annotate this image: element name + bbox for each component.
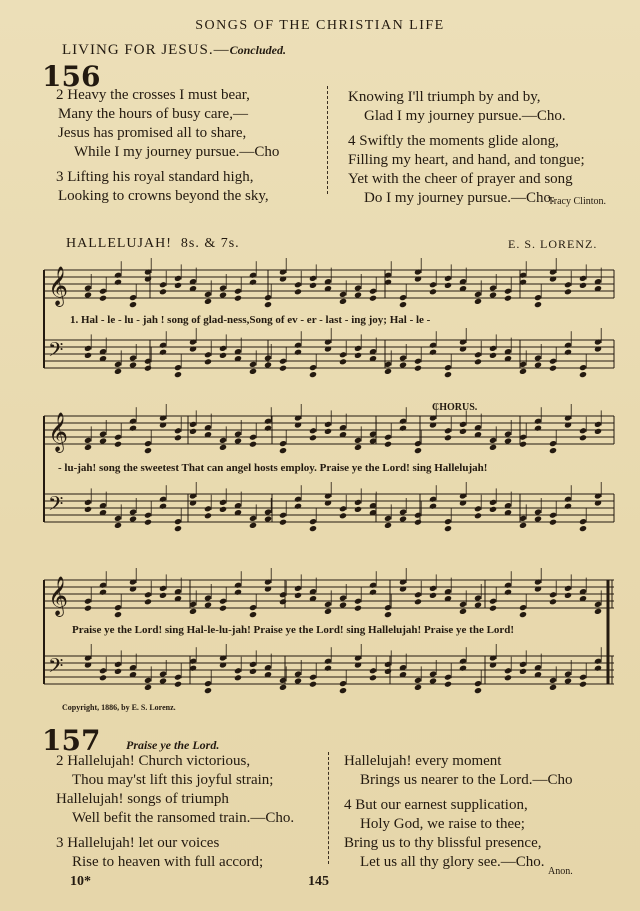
note-head [159,349,167,356]
lyric-line-3: Praise ye the Lord! sing Hal-le-lu-jah! Praise ye the Lord! sing Hallelujah! Praise ye the Lord! [72,624,515,636]
note-head [399,585,407,592]
note-head [489,661,497,668]
page-number: 145 [308,874,329,889]
note-head [144,598,152,605]
note-head [429,421,437,428]
note-head [264,301,272,308]
hymn-157-verse-right [344,752,572,872]
note-head [189,499,197,506]
note-head [84,605,92,612]
note-head [489,352,497,359]
note-head [504,437,512,444]
note-head [114,668,122,675]
verse-line: Let us all thy glory see.—Cho. [360,854,545,870]
note-head [519,522,527,529]
verse-line: 2 Heavy the crosses I must bear, [56,87,250,103]
tune-title: HALLELUJAH! 8s. & 7s. [66,236,240,251]
note-head [339,601,347,608]
note-head [99,437,107,444]
note-head [519,611,527,618]
note-head [474,601,482,608]
note-head [594,499,602,506]
note-head [249,279,257,286]
note-head [249,522,257,529]
note-head [129,361,137,368]
note-head [549,275,557,282]
verse-line: 3 Lifting his royal standard high, [56,169,254,185]
column-divider [328,752,329,864]
clef-symbol: 𝄢 [48,492,64,520]
note-head [279,275,287,282]
note-head [354,605,362,612]
note-head [459,499,467,506]
note-head [174,371,182,378]
note-head [264,361,272,368]
verse-line: Knowing I'll triumph by and by, [348,89,541,105]
note-head [444,282,452,289]
note-head [129,301,137,308]
note-head [189,608,197,615]
note-head [339,687,347,694]
note-head [414,519,422,526]
verse-line: Hallelujah! songs of triumph [56,791,229,807]
clef-symbol: 𝄢 [48,338,64,366]
note-head [159,592,167,599]
verse-line: Bring us to thy blissful presence, [344,835,542,851]
note-head [414,447,422,454]
note-head [249,441,257,448]
note-head [219,506,227,513]
note-head [579,525,587,532]
note-head [294,592,302,599]
note-head [249,611,257,618]
note-head [564,421,572,428]
verse-line: Do I my journey pursue.—Cho. [364,190,555,206]
note-head [129,585,137,592]
note-head [264,425,272,432]
note-head [384,668,392,675]
verse-line: Looking to crowns beyond the sky, [58,188,269,204]
note-head [414,684,422,691]
note-head [264,515,272,522]
note-head [234,589,242,596]
note-head [219,661,227,668]
clef-symbol: 𝄢 [48,654,64,682]
note-head [459,608,467,615]
verse-line: 4 Swiftly the moments glide along, [348,133,559,149]
note-head [144,684,152,691]
verse-line: Hallelujah! every moment [344,753,502,769]
note-head [474,298,482,305]
note-head [384,441,392,448]
note-head [234,295,242,302]
note-head [564,592,572,599]
note-head [174,525,182,532]
note-head [579,371,587,378]
note-head [534,515,542,522]
note-head [204,601,212,608]
lyric-line-1: 1. Hal - le - lu - jah ! song of glad-ness,Song of ev - er - last - ing joy; Hal - le - [70,314,431,326]
note-head [474,512,482,519]
note-head [294,421,302,428]
note-head [549,598,557,605]
note-head [399,361,407,368]
note-head [84,352,92,359]
clef-symbol: 𝄞 [48,266,69,306]
verse-line: Rise to heaven with full accord; [72,854,264,870]
verse-line: Jesus has promised all to share, [58,125,247,141]
note-head [144,447,152,454]
note-head [594,428,602,435]
hymn-157-number: 157 [42,724,101,757]
verse-line: 2 Hallelujah! Church victorious, [56,753,251,769]
note-head [279,598,287,605]
note-head [144,519,152,526]
note-head [204,298,212,305]
note-head [309,434,317,441]
note-head [84,291,92,298]
note-head [369,589,377,596]
note-head [414,365,422,372]
note-head [309,525,317,532]
note-head [339,358,347,365]
note-head [489,444,497,451]
note-head [384,522,392,529]
note-head [294,503,302,510]
note-head [279,365,287,372]
note-head [474,687,482,694]
note-head [309,371,317,378]
note-head [114,368,122,375]
note-head [174,434,182,441]
note-head [249,368,257,375]
verse-line: Filling my heart, and hand, and tongue; [348,152,585,168]
note-head [354,661,362,668]
copyright-notice: Copyright, 1886, by E. S. Lorenz. [62,703,176,712]
note-head [564,677,572,684]
note-head [159,503,167,510]
note-head [384,611,392,618]
note-head [489,291,497,298]
verse-line: Yet with the cheer of prayer and song [348,171,573,187]
note-head [534,301,542,308]
note-head [324,665,332,672]
note-head [444,371,452,378]
note-head [114,279,122,286]
hymn-157-author: Anon. [548,866,573,877]
note-head [459,345,467,352]
note-head [519,368,527,375]
note-head [324,608,332,615]
note-head [279,519,287,526]
tune-composer: E. S. LORENZ. [508,237,598,251]
note-head [549,447,557,454]
note-head [369,295,377,302]
note-head [99,674,107,681]
note-head [504,589,512,596]
verse-line: While I my journey pursue.—Cho [74,144,280,160]
note-head [579,434,587,441]
note-head [219,605,227,612]
note-head [534,585,542,592]
note-head [459,428,467,435]
note-head [189,345,197,352]
note-head [534,425,542,432]
note-head [579,282,587,289]
note-head [444,525,452,532]
note-head [504,295,512,302]
note-head [549,684,557,691]
verse-line: 3 Hallelujah! let our voices [56,835,220,851]
note-head [339,298,347,305]
note-head [399,301,407,308]
running-header: SONGS OF THE CHRISTIAN LIFE [195,18,445,33]
signature-mark: 10* [70,874,91,889]
note-head [309,681,317,688]
note-head [129,425,137,432]
verse-line: Holy God, we raise to thee; [360,816,525,832]
note-head [399,425,407,432]
note-head [354,444,362,451]
note-head [489,605,497,612]
note-head [534,361,542,368]
note-head [159,421,167,428]
note-head [204,512,212,519]
note-head [354,506,362,513]
note-head [414,598,422,605]
note-head [549,365,557,372]
note-head [309,282,317,289]
note-head [504,674,512,681]
hymn-157-verse-left [56,752,294,872]
note-head [429,349,437,356]
note-head [399,515,407,522]
note-head [459,665,467,672]
verse-line: Brings us nearer to the Lord.—Cho [360,772,573,788]
note-head [474,358,482,365]
note-head [204,687,212,694]
verse-line: Well befit the ransomed train.—Cho. [72,810,295,826]
verse-line: Many the hours of busy care,— [58,106,248,122]
note-head [159,288,167,295]
note-head [429,503,437,510]
note-head [324,499,332,506]
note-head [429,677,437,684]
note-head [294,288,302,295]
note-head [594,345,602,352]
verse-line: 4 But our earnest supplication, [344,797,528,813]
note-head [339,512,347,519]
note-head [354,291,362,298]
note-head [159,677,167,684]
note-head [84,661,92,668]
note-head [324,345,332,352]
note-head [294,677,302,684]
note-head [414,275,422,282]
note-head [114,611,122,618]
note-head [234,437,242,444]
note-head [129,515,137,522]
note-head [354,352,362,359]
verse-line: Glad I my journey pursue.—Cho. [364,108,566,124]
hymn-157-subtitle: Praise ye the Lord. [126,738,220,752]
note-head [114,522,122,529]
note-head [99,589,107,596]
note-head [174,681,182,688]
note-head [294,349,302,356]
note-head [369,674,377,681]
lyric-line-2: - lu-jah! song the sweetest That can angel hosts employ. Praise ye the Lord! sing Hallelujah! [58,462,488,474]
note-head [219,352,227,359]
clef-symbol: 𝄞 [48,412,69,452]
note-head [84,506,92,513]
note-head [189,428,197,435]
note-head [84,444,92,451]
hymn-156-number: 156 [42,60,101,93]
note-head [114,441,122,448]
note-head [564,503,572,510]
note-head [444,434,452,441]
note-head [564,288,572,295]
note-head [579,681,587,688]
note-head [234,674,242,681]
note-head [204,358,212,365]
note-head [429,592,437,599]
note-head [489,506,497,513]
note-head [99,295,107,302]
chorus-label: CHORUS. [432,402,478,413]
note-head [549,519,557,526]
note-head [594,608,602,615]
note-head [519,668,527,675]
note-head [219,291,227,298]
clef-symbol: 𝄞 [48,576,69,616]
note-head [444,681,452,688]
note-head [264,585,272,592]
note-head [429,288,437,295]
note-head [174,282,182,289]
note-head [249,668,257,675]
note-head [279,447,287,454]
hymn-156-author: Tracy Clinton. [548,196,606,207]
note-head [144,275,152,282]
note-head [324,428,332,435]
note-head [564,349,572,356]
note-head [594,665,602,672]
note-head [219,444,227,451]
note-head [279,684,287,691]
note-head [384,368,392,375]
note-head [144,365,152,372]
verse-line: Thou may'st lift this joyful strain; [72,772,274,788]
hymn-156-subtitle: LIVING FOR JESUS.—Concluded. [62,42,286,58]
